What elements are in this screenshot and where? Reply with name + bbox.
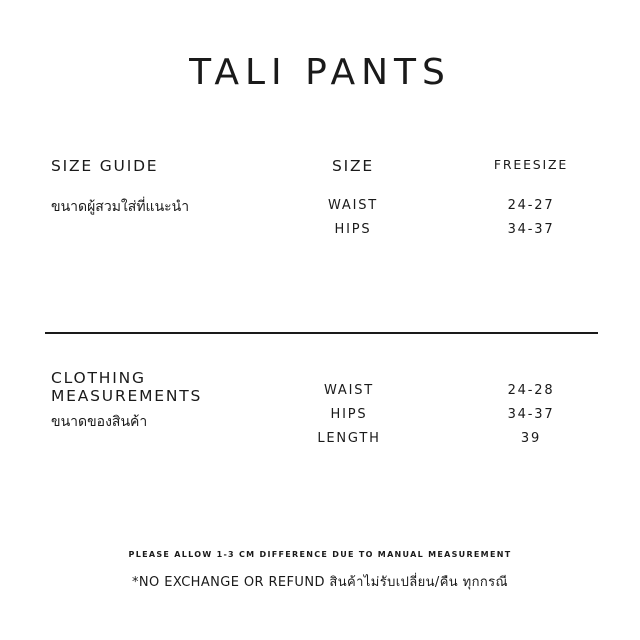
- clothing-heading-line1: CLOTHING: [51, 369, 146, 387]
- clothing-thai-subtitle: ขนาดของสินค้า: [51, 414, 148, 430]
- size-column-header: SIZE: [331, 157, 375, 175]
- clothing-row-value: 24-28: [507, 383, 555, 398]
- size-guide-thai-subtitle: ขนาดผู้สวมใส่ที่แนะนำ: [51, 199, 190, 215]
- clothing-row-label: HIPS: [330, 407, 368, 422]
- section-divider: [45, 332, 598, 334]
- clothing-row-label: LENGTH: [317, 431, 381, 446]
- size-guide-row-value: 24-27: [507, 198, 555, 213]
- page-title: TALI PANTS: [189, 52, 451, 93]
- size-guide-heading: SIZE GUIDE: [51, 157, 159, 175]
- freesize-column-header: FREESIZE: [493, 157, 569, 172]
- clothing-row-value: 34-37: [507, 407, 555, 422]
- size-guide-row-label: HIPS: [334, 222, 372, 237]
- size-guide-row-label: WAIST: [327, 198, 379, 213]
- clothing-row-label: WAIST: [323, 383, 375, 398]
- clothing-row-value: 39: [520, 431, 542, 446]
- refund-policy: *NO EXCHANGE OR REFUND สินค้าไม่รับเปลี่ยน/คืน ทุกกรณี: [132, 575, 508, 590]
- measurement-note: PLEASE ALLOW 1-3 CM DIFFERENCE DUE TO MANUAL MEASUREMENT: [128, 550, 512, 559]
- clothing-heading-line2: MEASUREMENTS: [51, 387, 203, 405]
- size-guide-row-value: 34-37: [507, 222, 555, 237]
